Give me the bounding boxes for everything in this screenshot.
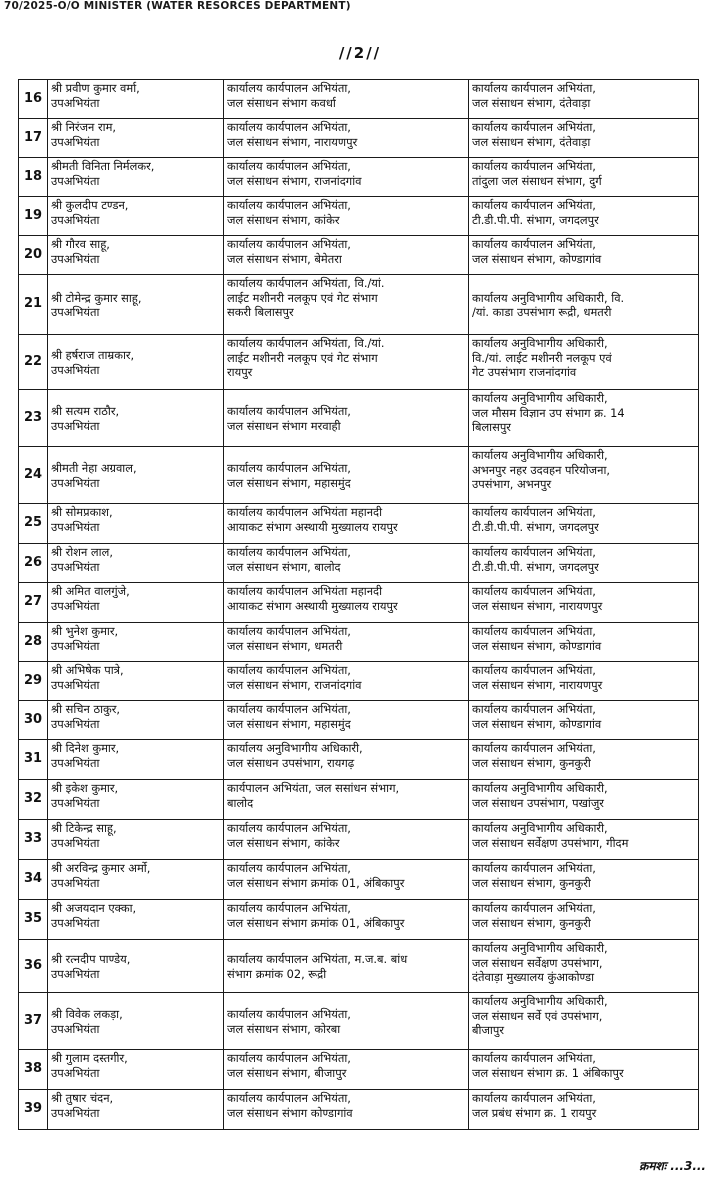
- new-posting-cell: [469, 80, 699, 119]
- from-line: कार्यालय कार्यपालन अभियंता,: [227, 545, 351, 559]
- from-line: कार्यालय कार्यपालन अभियंता महानदी: [227, 505, 383, 519]
- officer-name-cell: [48, 701, 224, 740]
- current-posting-cell: [224, 1090, 469, 1130]
- from-line: जल संसाधन संभाग, बेमेतरा: [227, 251, 342, 266]
- name-line: श्री तुषार चंदन,: [51, 1091, 114, 1105]
- to-line: तांदुला जल संसाधन संभाग, दुर्ग: [472, 173, 602, 188]
- document-reference-header: 70/2025-O/O MINISTER (WATER RESORCES DEPARTMENT): [4, 0, 351, 12]
- from-line: कार्यालय कार्यपालन अभियंता,: [227, 663, 351, 677]
- table-row: [19, 860, 699, 900]
- officer-name-cell: [48, 780, 224, 820]
- new-posting-cell: [469, 623, 699, 662]
- name-line: श्रीमती नेहा अग्रवाल,: [51, 461, 137, 475]
- officer-name-cell: [48, 940, 224, 993]
- from-line: जल संसाधन संभाग, राजनांदगांव: [227, 173, 362, 188]
- from-line: जल संसाधन संभाग, महासमुंद: [227, 475, 351, 490]
- to-line: जल मौसम विज्ञान उप संभाग क्र. 14: [472, 405, 625, 420]
- officer-name-cell: [48, 860, 224, 900]
- current-posting-cell: [224, 940, 469, 993]
- new-posting-cell: [469, 701, 699, 740]
- from-line: लाईट मशीनरी नलकूप एवं गेट संभाग: [227, 290, 378, 305]
- new-posting-cell: [469, 583, 699, 623]
- current-posting-cell: [224, 447, 469, 504]
- name-line: श्री सोमप्रकाश,: [51, 505, 113, 519]
- new-posting-cell: [469, 1050, 699, 1090]
- to-line: जल संसाधन संभाग, कोण्डागांव: [472, 716, 602, 731]
- serial-number: 20: [19, 236, 48, 275]
- officer-name-cell: [48, 993, 224, 1050]
- to-line: कार्यालय कार्यपालन अभियंता,: [472, 159, 596, 173]
- table-row: [19, 197, 699, 236]
- name-line: श्री टोमेन्द्र कुमार साहू,: [51, 290, 142, 305]
- from-line: जल संसाधन संभाग, कांकेर: [227, 835, 340, 850]
- from-line: कार्यालय कार्यपालन अभियंता, म.ज.ब. बांध: [227, 952, 408, 966]
- current-posting-cell: [224, 504, 469, 544]
- name-line: उपअभियंता: [51, 1105, 100, 1120]
- to-line: जल संसाधन संभाग, कोण्डागांव: [472, 251, 602, 266]
- name-line: श्री दिनेश कुमार,: [51, 741, 120, 755]
- officer-name-cell: [48, 740, 224, 780]
- to-line: अभनपुर नहर उदवहन परियोजना,: [472, 462, 611, 477]
- current-posting-cell: [224, 335, 469, 390]
- name-line: श्री इकेश कुमार,: [51, 781, 119, 795]
- name-line: श्री रोशन लाल,: [51, 545, 113, 559]
- table-row: [19, 80, 699, 119]
- name-line: श्री अजयदान एक्का,: [51, 901, 137, 915]
- table-row: [19, 236, 699, 275]
- table-row: [19, 544, 699, 583]
- officer-name-cell: [48, 1090, 224, 1130]
- name-line: श्री निरंजन राम,: [51, 120, 117, 134]
- to-line: कार्यालय कार्यपालन अभियंता,: [472, 901, 596, 915]
- serial-number: 38: [19, 1050, 48, 1090]
- from-line: जल संसाधन संभाग क्रमांक 01, अंबिकापुर: [227, 915, 405, 930]
- name-line: श्री हर्षराज ताम्रकार,: [51, 348, 135, 362]
- current-posting-cell: [224, 900, 469, 940]
- from-line: कार्यालय कार्यपालन अभियंता, वि./यां.: [227, 336, 385, 350]
- new-posting-cell: [469, 236, 699, 275]
- to-line: टी.डी.पी.पी. संभाग, जगदलपुर: [472, 559, 599, 574]
- from-line: रायपुर: [227, 365, 253, 379]
- table-row: [19, 701, 699, 740]
- to-line: जल प्रबंध संभाग क्र. 1 रायपुर: [472, 1105, 597, 1120]
- current-posting-cell: [224, 80, 469, 119]
- from-line: कार्यालय अनुविभागीय अधिकारी,: [227, 741, 363, 755]
- from-line: कार्यालय कार्यपालन अभियंता,: [227, 1091, 351, 1105]
- to-line: उपसंभाग, अभनपुर: [472, 477, 552, 491]
- table-row: [19, 900, 699, 940]
- new-posting-cell: [469, 197, 699, 236]
- name-line: श्री रत्नदीप पाण्डेय,: [51, 952, 131, 966]
- officer-name-cell: [48, 80, 224, 119]
- to-line: कार्यालय कार्यपालन अभियंता,: [472, 505, 596, 519]
- officer-name-cell: [48, 583, 224, 623]
- to-line: बीजापुर: [472, 1023, 504, 1037]
- table-row: [19, 119, 699, 158]
- to-line: जल संसाधन संभाग, कुनकुरी: [472, 875, 591, 890]
- to-line: दंतेवाड़ा मुख्यालय कुंआकोण्डा: [472, 970, 595, 984]
- table-row: [19, 1090, 699, 1130]
- to-line: जल संसाधन संभाग, दंतेवाड़ा: [472, 134, 591, 149]
- serial-number: 33: [19, 820, 48, 860]
- to-line: कार्यालय कार्यपालन अभियंता,: [472, 663, 596, 677]
- officer-name-cell: [48, 662, 224, 701]
- table-row: [19, 820, 699, 860]
- serial-number: 21: [19, 275, 48, 335]
- serial-number: 31: [19, 740, 48, 780]
- to-line: बिलासपुर: [472, 420, 511, 434]
- to-line: जल संसाधन सर्वे एवं उपसंभाग,: [472, 1008, 603, 1023]
- serial-number: 30: [19, 701, 48, 740]
- name-line: उपअभियंता: [51, 638, 100, 653]
- current-posting-cell: [224, 860, 469, 900]
- name-line: श्री कुलदीप टण्डन,: [51, 198, 129, 212]
- name-line: उपअभियंता: [51, 519, 100, 534]
- from-line: जल संसाधन संभाग, महासमुंद: [227, 716, 351, 731]
- from-line: कार्यपालन अभियंता, जल ससांधन संभाग,: [227, 781, 400, 795]
- from-line: कार्यालय कार्यपालन अभियंता,: [227, 120, 351, 134]
- table-row: [19, 1050, 699, 1090]
- serial-number: 32: [19, 780, 48, 820]
- to-line: कार्यालय अनुविभागीय अधिकारी,: [472, 821, 608, 835]
- to-line: कार्यालय अनुविभागीय अधिकारी, वि.: [472, 290, 625, 305]
- name-line: उपअभियंता: [51, 716, 100, 731]
- serial-number: 28: [19, 623, 48, 662]
- name-line: श्री टिकेन्द्र साहू,: [51, 821, 117, 835]
- name-line: उपअभियंता: [51, 835, 100, 850]
- name-line: श्री अभिषेक पात्रे,: [51, 663, 124, 677]
- to-line: जल संसाधन संभाग, कुनकुरी: [472, 915, 591, 930]
- name-line: उपअभियंता: [51, 305, 100, 319]
- table-row: [19, 780, 699, 820]
- from-line: जल संसाधन संभाग, कोरबा: [227, 1021, 341, 1036]
- name-line: उपअभियंता: [51, 418, 100, 433]
- table-row: [19, 447, 699, 504]
- to-line: जल संसाधन उपसंभाग, पखांजुर: [472, 795, 604, 810]
- serial-number: 37: [19, 993, 48, 1050]
- name-line: श्री प्रवीण कुमार वर्मा,: [51, 81, 140, 95]
- to-line: जल संसाधन संभाग, नारायणपुर: [472, 598, 603, 613]
- new-posting-cell: [469, 158, 699, 197]
- to-line: कार्यालय कार्यपालन अभियंता,: [472, 237, 596, 251]
- from-line: जल संसाधन संभाग कोण्डागांव: [227, 1105, 353, 1120]
- officer-name-cell: [48, 820, 224, 860]
- from-line: कार्यालय कार्यपालन अभियंता,: [227, 702, 351, 716]
- from-line: कार्यालय कार्यपालन अभियंता,: [227, 1051, 351, 1065]
- name-line: श्री गौरव साहू,: [51, 237, 110, 251]
- to-line: कार्यालय कार्यपालन अभियंता,: [472, 584, 596, 598]
- to-line: कार्यालय कार्यपालन अभियंता,: [472, 741, 596, 755]
- serial-number: 26: [19, 544, 48, 583]
- current-posting-cell: [224, 662, 469, 701]
- to-line: गेट उपसंभाग राजनांदगांव: [472, 365, 577, 379]
- name-line: उपअभियंता: [51, 875, 100, 890]
- officer-name-cell: [48, 623, 224, 662]
- to-line: कार्यालय अनुविभागीय अधिकारी,: [472, 941, 608, 955]
- new-posting-cell: [469, 447, 699, 504]
- from-line: कार्यालय कार्यपालन अभियंता,: [227, 624, 351, 638]
- table-row: [19, 662, 699, 701]
- to-line: कार्यालय कार्यपालन अभियंता,: [472, 624, 596, 638]
- current-posting-cell: [224, 119, 469, 158]
- from-line: जल संसाधन संभाग कवर्धा: [227, 95, 336, 110]
- from-line: जल संसाधन संभाग मरवाही: [227, 418, 341, 433]
- serial-number: 23: [19, 390, 48, 447]
- table-row: [19, 275, 699, 335]
- table-row: [19, 335, 699, 390]
- table-row: [19, 623, 699, 662]
- from-line: कार्यालय कार्यपालन अभियंता, वि./यां.: [227, 276, 385, 290]
- from-line: कार्यालय कार्यपालन अभियंता,: [227, 237, 351, 251]
- name-line: श्री विवेक लकड़ा,: [51, 1007, 123, 1021]
- name-line: श्री अरविन्द्र कुमार अर्मो,: [51, 861, 151, 875]
- to-line: कार्यालय कार्यपालन अभियंता,: [472, 120, 596, 134]
- to-line: कार्यालय अनुविभागीय अधिकारी,: [472, 336, 608, 350]
- new-posting-cell: [469, 820, 699, 860]
- name-line: उपअभियंता: [51, 559, 100, 574]
- from-line: लाईट मशीनरी नलकूप एवं गेट संभाग: [227, 350, 378, 365]
- from-line: कार्यालय कार्यपालन अभियंता,: [227, 861, 351, 875]
- serial-number: 22: [19, 335, 48, 390]
- from-line: कार्यालय कार्यपालन अभियंता,: [227, 81, 351, 95]
- table-row: [19, 940, 699, 993]
- officer-name-cell: [48, 544, 224, 583]
- name-line: श्री भुनेश कुमार,: [51, 624, 119, 638]
- to-line: कार्यालय अनुविभागीय अधिकारी,: [472, 994, 608, 1008]
- table-row: [19, 504, 699, 544]
- to-line: कार्यालय अनुविभागीय अधिकारी,: [472, 448, 608, 462]
- transfer-order-table: [18, 79, 699, 1130]
- from-line: कार्यालय कार्यपालन अभियंता,: [227, 461, 351, 475]
- new-posting-cell: [469, 662, 699, 701]
- to-line: जल संसाधन संभाग, कुनकुरी: [472, 755, 591, 770]
- current-posting-cell: [224, 820, 469, 860]
- name-line: उपअभियंता: [51, 95, 100, 110]
- from-line: जल संसाधन संभाग, धमतरी: [227, 638, 343, 653]
- page-number: //2//: [338, 44, 382, 62]
- name-line: उपअभियंता: [51, 1021, 100, 1036]
- serial-number: 35: [19, 900, 48, 940]
- from-line: कार्यालय कार्यपालन अभियंता,: [227, 159, 351, 173]
- to-line: टी.डी.पी.पी. संभाग, जगदलपुर: [472, 519, 599, 534]
- from-line: जल संसाधन संभाग, राजनांदगांव: [227, 677, 362, 692]
- serial-number: 39: [19, 1090, 48, 1130]
- to-line: जल संसाधन संभाग, नारायणपुर: [472, 677, 603, 692]
- name-line: श्री सचिन ठाकुर,: [51, 702, 121, 716]
- serial-number: 36: [19, 940, 48, 993]
- name-line: उपअभियंता: [51, 134, 100, 149]
- new-posting-cell: [469, 275, 699, 335]
- to-line: कार्यालय अनुविभागीय अधिकारी,: [472, 781, 608, 795]
- name-line: उपअभियंता: [51, 966, 100, 981]
- name-line: उपअभियंता: [51, 795, 100, 810]
- from-line: जल संसाधन संभाग, बीजापुर: [227, 1065, 347, 1080]
- serial-number: 18: [19, 158, 48, 197]
- name-line: श्री सत्यम राठौर,: [51, 404, 120, 418]
- table-row: [19, 158, 699, 197]
- name-line: श्रीमती विनिता निर्मलकर,: [51, 159, 155, 173]
- new-posting-cell: [469, 335, 699, 390]
- from-line: जल संसाधन संभाग, नारायणपुर: [227, 134, 358, 149]
- from-line: आयाकट संभाग अस्थायी मुख्यालय रायपुर: [227, 519, 398, 534]
- to-line: जल संसाधन सर्वेक्षण उपसंभाग, गीदम: [472, 835, 629, 850]
- current-posting-cell: [224, 275, 469, 335]
- current-posting-cell: [224, 1050, 469, 1090]
- new-posting-cell: [469, 1090, 699, 1130]
- officer-name-cell: [48, 275, 224, 335]
- table-row: [19, 390, 699, 447]
- name-line: उपअभियंता: [51, 755, 100, 770]
- officer-name-cell: [48, 197, 224, 236]
- current-posting-cell: [224, 701, 469, 740]
- current-posting-cell: [224, 158, 469, 197]
- name-line: उपअभियंता: [51, 915, 100, 930]
- to-line: कार्यालय कार्यपालन अभियंता,: [472, 1051, 596, 1065]
- from-line: जल संसाधन उपसंभाग, रायगढ़: [227, 755, 355, 770]
- from-line: आयाकट संभाग अस्थायी मुख्यालय रायपुर: [227, 598, 398, 613]
- new-posting-cell: [469, 860, 699, 900]
- table-row: [19, 993, 699, 1050]
- from-line: कार्यालय कार्यपालन अभियंता,: [227, 901, 351, 915]
- to-line: कार्यालय कार्यपालन अभियंता,: [472, 81, 596, 95]
- name-line: उपअभियंता: [51, 677, 100, 692]
- current-posting-cell: [224, 740, 469, 780]
- to-line: जल संसाधन संभाग क्र. 1 अंबिकापुर: [472, 1065, 624, 1080]
- new-posting-cell: [469, 544, 699, 583]
- new-posting-cell: [469, 940, 699, 993]
- name-line: उपअभियंता: [51, 1065, 100, 1080]
- officer-name-cell: [48, 390, 224, 447]
- to-line: कार्यालय कार्यपालन अभियंता,: [472, 861, 596, 875]
- serial-number: 17: [19, 119, 48, 158]
- current-posting-cell: [224, 780, 469, 820]
- new-posting-cell: [469, 740, 699, 780]
- name-line: श्री अमित वालगुंजे,: [51, 584, 130, 598]
- officer-name-cell: [48, 335, 224, 390]
- current-posting-cell: [224, 583, 469, 623]
- serial-number: 27: [19, 583, 48, 623]
- to-line: जल संसाधन संभाग, दंतेवाड़ा: [472, 95, 591, 110]
- from-line: कार्यालय कार्यपालन अभियंता महानदी: [227, 584, 383, 598]
- serial-number: 25: [19, 504, 48, 544]
- serial-number: 16: [19, 80, 48, 119]
- name-line: उपअभियंता: [51, 251, 100, 266]
- from-line: जल संसाधन संभाग, बालोद: [227, 559, 341, 574]
- to-line: कार्यालय कार्यपालन अभियंता,: [472, 1091, 596, 1105]
- to-line: टी.डी.पी.पी. संभाग, जगदलपुर: [472, 212, 599, 227]
- to-line: कार्यालय अनुविभागीय अधिकारी,: [472, 391, 608, 405]
- from-line: कार्यालय कार्यपालन अभियंता,: [227, 404, 351, 418]
- serial-number: 29: [19, 662, 48, 701]
- officer-name-cell: [48, 158, 224, 197]
- current-posting-cell: [224, 623, 469, 662]
- name-line: उपअभियंता: [51, 598, 100, 613]
- new-posting-cell: [469, 993, 699, 1050]
- officer-name-cell: [48, 119, 224, 158]
- to-line: कार्यालय कार्यपालन अभियंता,: [472, 198, 596, 212]
- from-line: बालोद: [227, 795, 254, 810]
- name-line: श्री गुलाम दस्तगीर,: [51, 1051, 128, 1065]
- to-line: कार्यालय कार्यपालन अभियंता,: [472, 545, 596, 559]
- from-line: कार्यालय कार्यपालन अभियंता,: [227, 198, 351, 212]
- new-posting-cell: [469, 504, 699, 544]
- current-posting-cell: [224, 544, 469, 583]
- from-line: सकरी बिलासपुर: [227, 305, 294, 319]
- to-line: /यां. काडा उपसंभाग रूद्री, धमतरी: [472, 305, 612, 319]
- from-line: जल संसाधन संभाग, कांकेर: [227, 212, 340, 227]
- from-line: जल संसाधन संभाग क्रमांक 01, अंबिकापुर: [227, 875, 405, 890]
- to-line: कार्यालय कार्यपालन अभियंता,: [472, 702, 596, 716]
- current-posting-cell: [224, 236, 469, 275]
- serial-number: 24: [19, 447, 48, 504]
- new-posting-cell: [469, 900, 699, 940]
- from-line: संभाग क्रमांक 02, रूद्री: [227, 966, 327, 981]
- new-posting-cell: [469, 780, 699, 820]
- name-line: उपअभियंता: [51, 475, 100, 490]
- to-line: जल संसाधन संभाग, कोण्डागांव: [472, 638, 602, 653]
- officer-name-cell: [48, 504, 224, 544]
- to-line: जल संसाधन सर्वेक्षण उपसंभाग,: [472, 955, 603, 970]
- officer-name-cell: [48, 447, 224, 504]
- officer-name-cell: [48, 1050, 224, 1090]
- table-row: [19, 740, 699, 780]
- officer-name-cell: [48, 236, 224, 275]
- serial-number: 34: [19, 860, 48, 900]
- continued-note: क्रमशः ...3...: [639, 1159, 706, 1173]
- name-line: उपअभियंता: [51, 212, 100, 227]
- current-posting-cell: [224, 993, 469, 1050]
- officer-name-cell: [48, 900, 224, 940]
- current-posting-cell: [224, 197, 469, 236]
- from-line: कार्यालय कार्यपालन अभियंता,: [227, 1007, 351, 1021]
- name-line: उपअभियंता: [51, 173, 100, 188]
- to-line: वि./यां. लाईट मशीनरी नलकूप एवं: [472, 350, 612, 365]
- table-row: [19, 583, 699, 623]
- name-line: उपअभियंता: [51, 362, 100, 377]
- serial-number: 19: [19, 197, 48, 236]
- new-posting-cell: [469, 119, 699, 158]
- new-posting-cell: [469, 390, 699, 447]
- current-posting-cell: [224, 390, 469, 447]
- from-line: कार्यालय कार्यपालन अभियंता,: [227, 821, 351, 835]
